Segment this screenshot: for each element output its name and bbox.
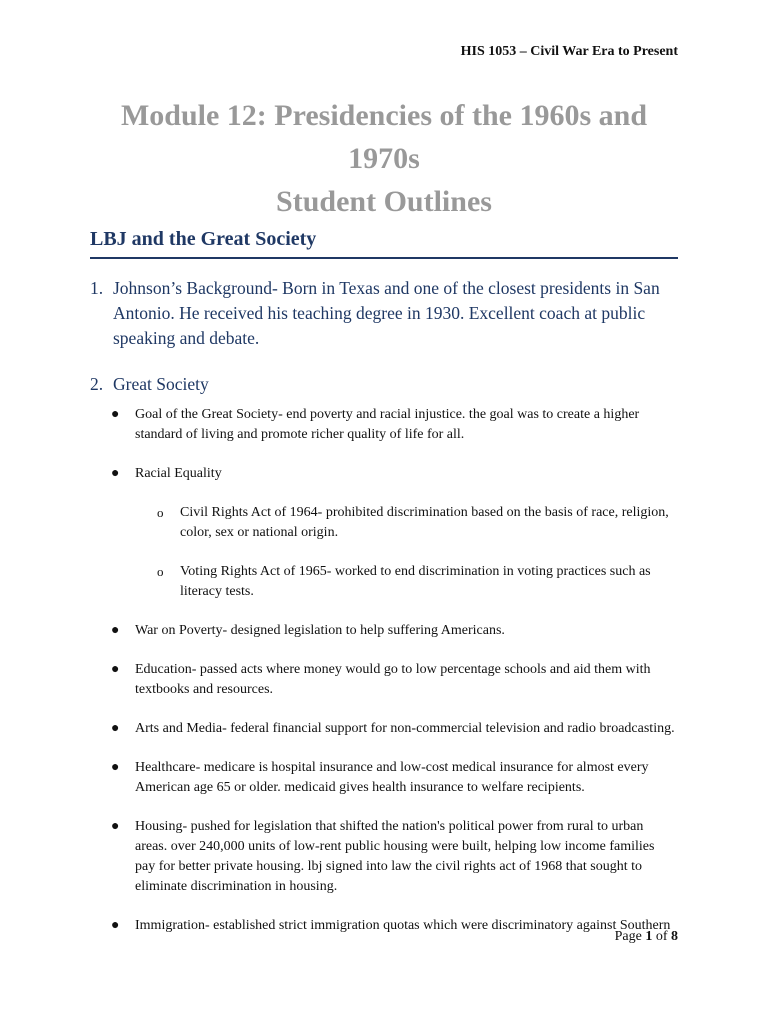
bullet-list <box>90 405 678 936</box>
bullet-text: Arts and Media- federal financial support for non-commercial television and radio broadcasting. <box>135 721 675 736</box>
bullet-healthcare <box>90 758 678 798</box>
bullet-icon: ● <box>111 918 120 933</box>
document-title <box>90 94 678 223</box>
course-header: HIS 1053 – Civil War Era to Present <box>460 44 678 59</box>
bullet-text: War on Poverty- designed legislation to help suffering Americans. <box>135 623 505 638</box>
bullet-text: Goal of the Great Society- end poverty and racial injustice. the goal was to create a higher standard of living and promote richer quality of life for all. <box>135 407 640 442</box>
bullet-housing <box>90 817 678 897</box>
of-label: of <box>655 929 668 944</box>
numbered-item-2 <box>90 372 678 397</box>
bullet-racial-equality <box>90 464 678 484</box>
bullet-goal <box>90 405 678 445</box>
bullet-icon: ● <box>111 760 120 775</box>
page-label: Page <box>614 929 642 944</box>
item-number: 2. <box>90 374 104 394</box>
item-text: Johnson’s Background- Born in Texas and one of the closest presidents in San Antonio. He received his teaching degree in 1930. Excellent coach at public speaking and debate. <box>113 278 660 348</box>
current-page: 1 <box>645 929 653 944</box>
outline-content <box>90 276 678 936</box>
section-heading: LBJ and the Great Society <box>90 228 678 259</box>
bullet-icon: ● <box>111 721 120 736</box>
bullet-text: Immigration- established strict immigration quotas which were discriminatory against Southern <box>135 918 671 933</box>
page-number <box>615 929 678 945</box>
bullet-text: Education- passed acts where money would go to low percentage schools and aid them with textbooks and resources. <box>135 662 651 697</box>
bullet-icon: ● <box>111 466 120 481</box>
bullet-text: Healthcare- medicare is hospital insurance and low-cost medical insurance for almost every American age 65 or older. medicaid gives health insurance to welfare recipients. <box>135 760 649 795</box>
total-pages: 8 <box>671 929 678 944</box>
item-number: 1. <box>90 278 104 298</box>
bullet-icon: ● <box>111 623 120 638</box>
title-line-1: Module 12: Presidencies of the 1960s and <box>120 99 648 132</box>
bullet-text: Housing- pushed for legislation that shifted the nation's political power from rural to urban areas. over 240,000 units of low-rent public housing were built, helping low income families pay for better private housing. lbj signed into law the civil rights act of 1968 that sought to eliminate discrimination in housing. <box>135 819 655 894</box>
sub-bullet-voting-rights <box>90 562 678 602</box>
bullet-icon: ● <box>111 407 120 422</box>
bullet-text: Racial Equality <box>135 466 222 481</box>
bullet-icon: ● <box>111 662 120 677</box>
sub-bullet-icon: o <box>157 505 164 520</box>
sub-bullet-civil-rights <box>90 503 678 543</box>
item-text: Great Society <box>113 374 209 394</box>
numbered-item-1 <box>90 276 678 351</box>
bullet-education <box>90 660 678 700</box>
bullet-war-on-poverty <box>90 621 678 641</box>
sub-bullet-text: Voting Rights Act of 1965- worked to end discrimination in voting practices such as literacy tests. <box>180 564 651 599</box>
bullet-icon: ● <box>111 819 120 834</box>
sub-bullet-text: Civil Rights Act of 1964- prohibited discrimination based on the basis of race, religion, color, sex or national origin. <box>180 505 669 540</box>
sub-bullet-icon: o <box>157 564 164 579</box>
bullet-immigration <box>90 916 678 936</box>
title-line-2: 1970s <box>348 142 420 175</box>
title-line-3: Student Outlines <box>276 185 492 218</box>
bullet-arts-media <box>90 719 678 739</box>
